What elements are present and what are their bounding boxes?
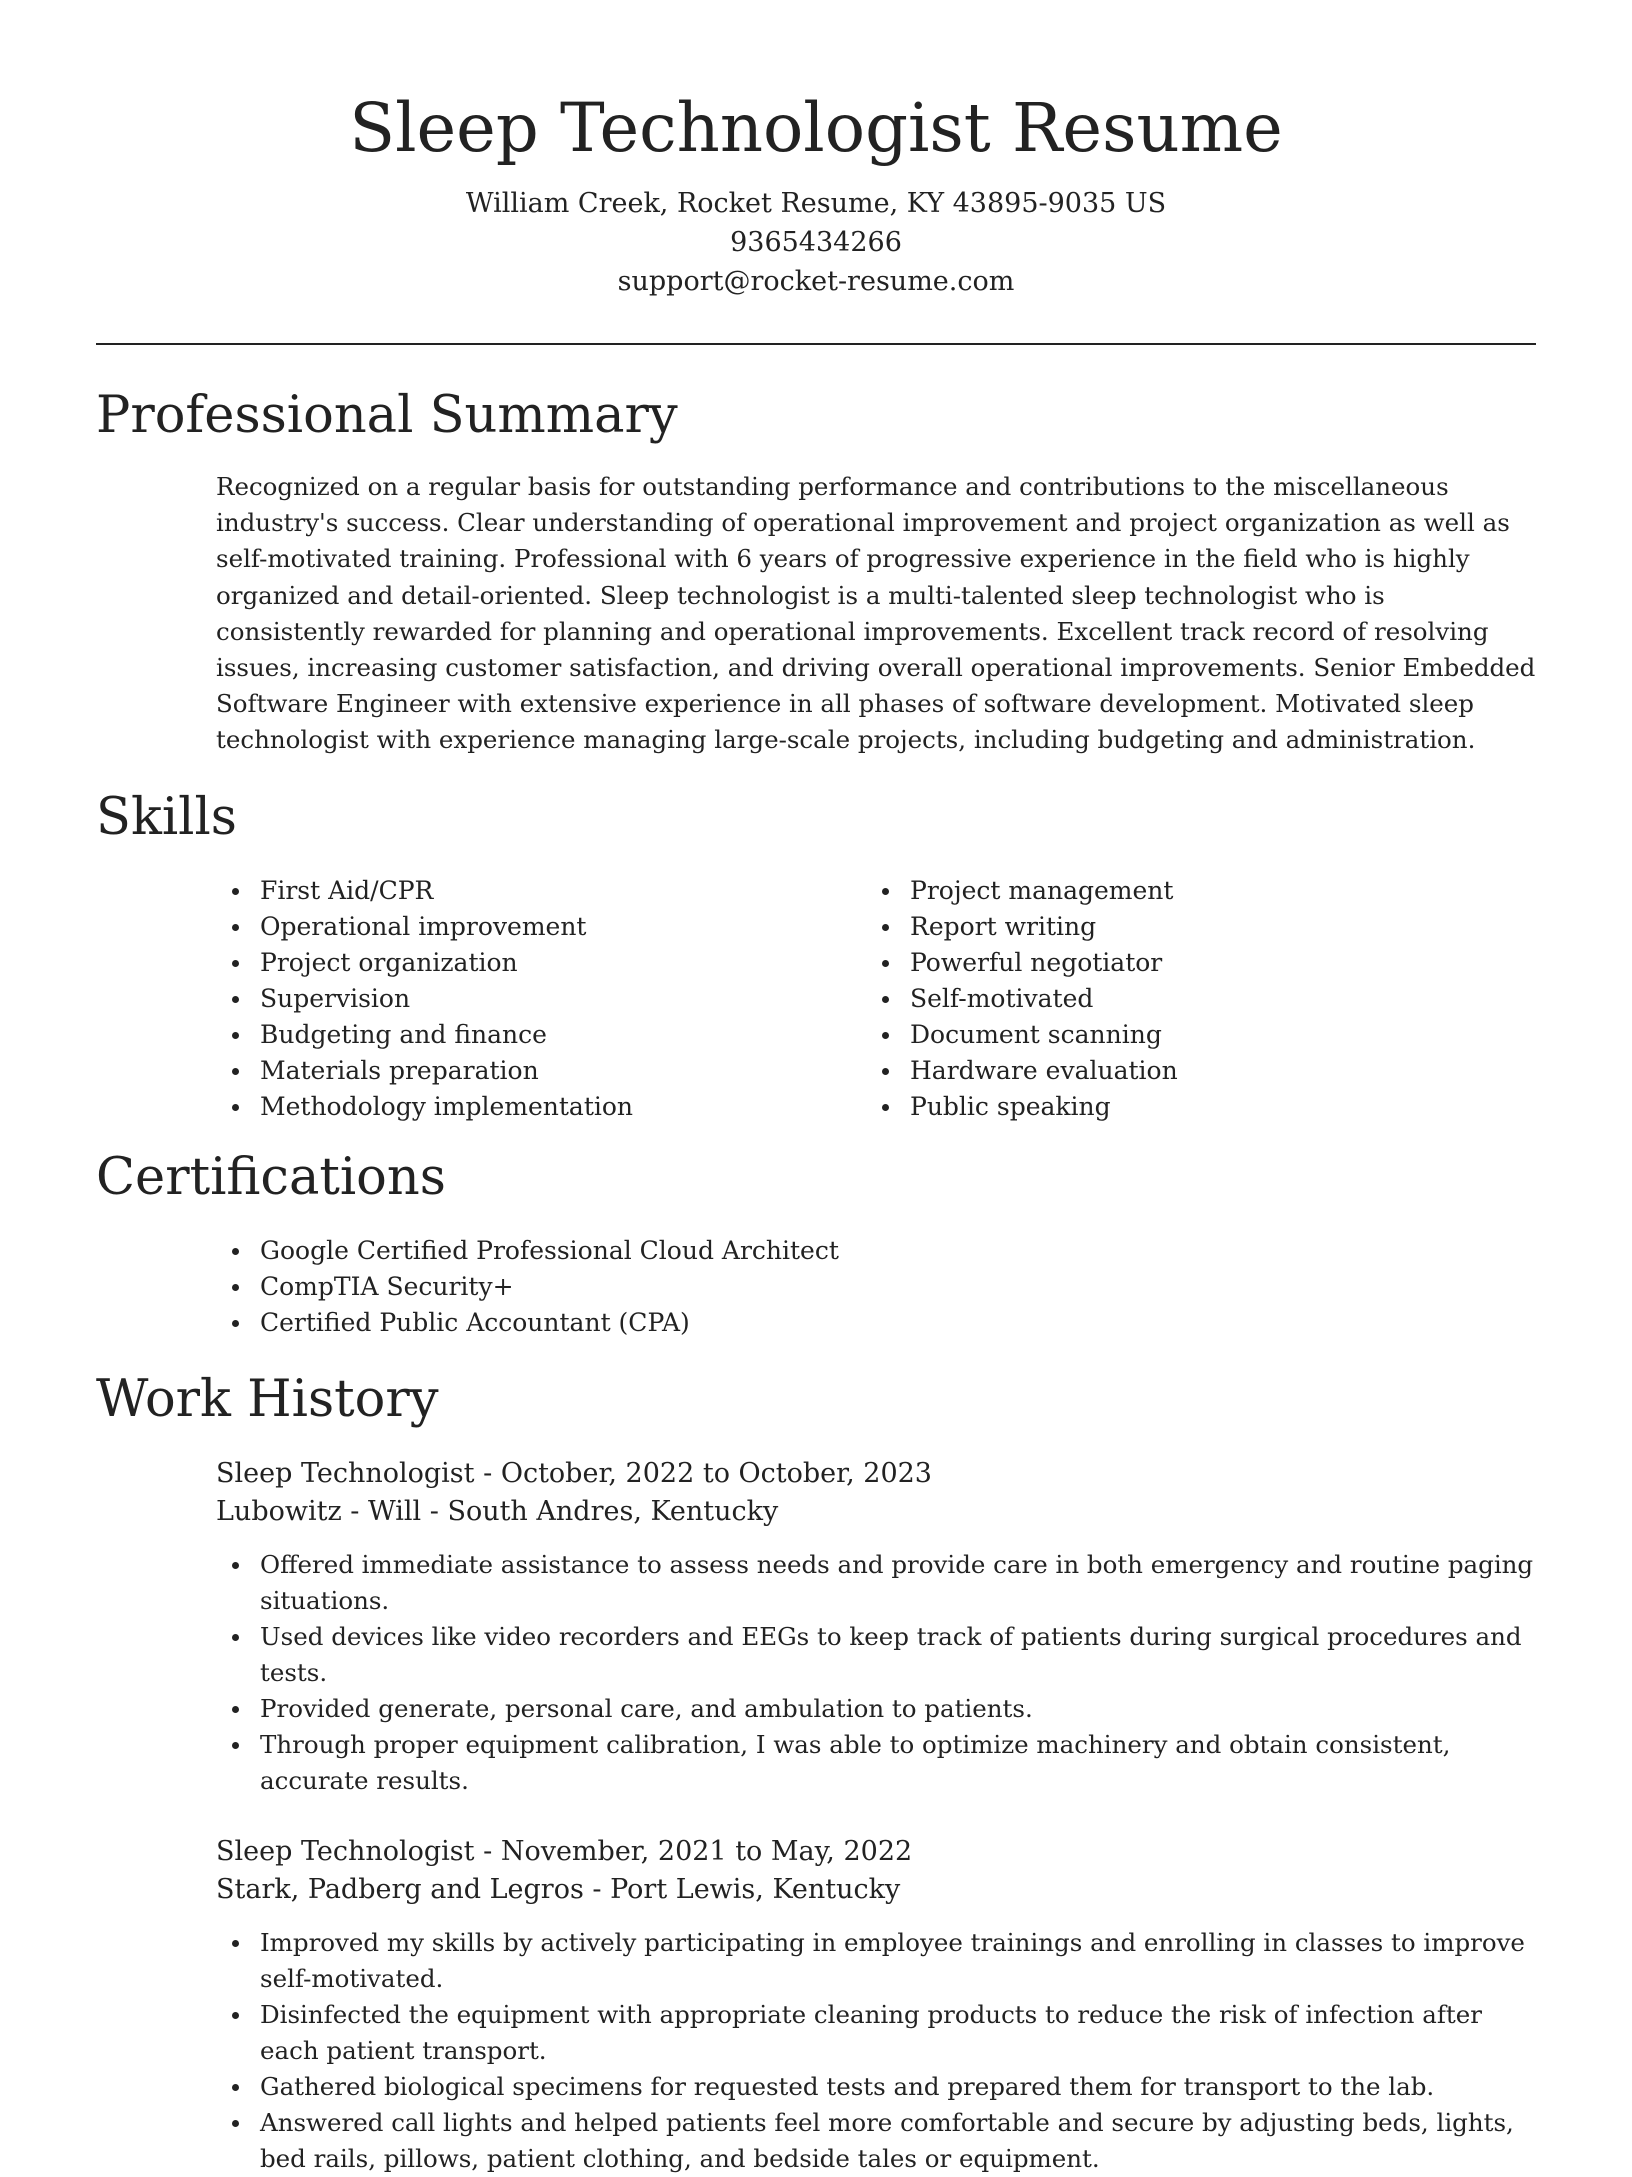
skill-item: First Aid/CPR	[216, 873, 866, 909]
job-company: Stark, Padberg and Legros	[216, 1873, 584, 1905]
duty-item: Improved my skills by actively participating in employee trainings and enrolling in classes to improve self-motivated.	[216, 1925, 1536, 1997]
skill-item: Budgeting and finance	[216, 1017, 866, 1053]
certification-item: Certified Public Accountant (CPA)	[216, 1305, 1536, 1341]
skill-item: Hardware evaluation	[866, 1053, 1516, 1089]
certification-item: Google Certified Professional Cloud Architect	[216, 1233, 1536, 1269]
certifications-list	[216, 1233, 1536, 1341]
job-company-line	[216, 1493, 1536, 1531]
email: support@rocket-resume.com	[617, 266, 1015, 297]
job-location: - South Andres, Kentucky	[421, 1495, 779, 1527]
skills-section	[96, 785, 1536, 1125]
job-dates: - October, 2022 to October, 2023	[474, 1457, 932, 1489]
skill-item: Document scanning	[866, 1017, 1516, 1053]
header-divider	[96, 343, 1536, 345]
skill-item: Operational improvement	[216, 909, 866, 945]
summary-section	[96, 383, 1536, 759]
duty-item: Offered immediate assistance to assess needs and provide care in both emergency and routine paging situations.	[216, 1547, 1536, 1619]
skill-item: Self-motivated	[866, 981, 1516, 1017]
job-entry	[216, 1455, 1536, 1799]
skills-right-list	[866, 873, 1516, 1125]
skill-item: Powerful negotiator	[866, 945, 1516, 981]
resume-title: Sleep Technologist Resume	[349, 89, 1283, 167]
skill-item: Supervision	[216, 981, 866, 1017]
job-company-line	[216, 1871, 1536, 1909]
job-entry	[216, 1833, 1536, 2177]
summary-text: Recognized on a regular basis for outstanding performance and contributions to the miscellaneous industry's success. Clear understanding of operational improvement and project organization as well as self-motivated training. Professional with 6 years of progressive experience in the field who is highly organized and detail-oriented. Sleep technologist is a multi-talented sleep technologist who is consistently rewarded for planning and operational improvements. Excellent track record of resolving issues, increasing customer satisfaction, and driving overall operational improvements. Senior Embedded Software Engineer with extensive experience in all phases of software development. Motivated sleep technologist with experience managing large-scale projects, including budgeting and administration.	[216, 472, 1536, 755]
job-duties-list	[216, 1925, 1536, 2177]
job-title-line	[216, 1455, 1536, 1493]
skill-item: Materials preparation	[216, 1053, 866, 1089]
job-company: Lubowitz - Will	[216, 1495, 422, 1527]
skill-item: Project organization	[216, 945, 866, 981]
skills-columns	[216, 873, 1536, 1125]
resume-page	[96, 0, 1536, 2177]
duty-item: Answered call lights and helped patients feel more comfortable and secure by adjusting beds, lights, bed rails, pillows, patient clothing, and bedside tales or equipment.	[216, 2105, 1536, 2177]
job-title-line	[216, 1833, 1536, 1871]
certifications-section	[96, 1145, 1536, 1341]
skills-left-list	[216, 873, 866, 1125]
job-duties-list	[216, 1547, 1536, 1799]
job-location: - Port Lewis, Kentucky	[583, 1873, 901, 1905]
skills-heading: Skills	[96, 787, 237, 847]
skill-item: Project management	[866, 873, 1516, 909]
duty-item: Provided generate, personal care, and ambulation to patients.	[216, 1691, 1536, 1727]
duty-item: Gathered biological specimens for requested tests and prepared them for transport to the lab.	[216, 2069, 1536, 2105]
work-history-heading: Work History	[96, 1369, 439, 1429]
skill-item: Methodology implementation	[216, 1089, 866, 1125]
job-dates: - November, 2021 to May, 2022	[474, 1835, 913, 1867]
phone: 9365434266	[730, 227, 902, 258]
address: William Creek, Rocket Resume, KY 43895-9035 US	[465, 188, 1167, 219]
duty-item: Through proper equipment calibration, I was able to optimize machinery and obtain consistent, accurate results.	[216, 1727, 1536, 1799]
skill-item: Report writing	[866, 909, 1516, 945]
job-title: Sleep Technologist	[216, 1457, 475, 1489]
summary-heading: Professional Summary	[96, 386, 678, 445]
skill-item: Public speaking	[866, 1089, 1516, 1125]
duty-item: Disinfected the equipment with appropriate cleaning products to reduce the risk of infection after each patient transport.	[216, 1997, 1536, 2069]
resume-header	[96, 0, 1536, 345]
contact-block	[96, 184, 1536, 301]
job-title: Sleep Technologist	[216, 1835, 475, 1867]
certification-item: CompTIA Security+	[216, 1269, 1536, 1305]
certifications-heading: Certifications	[96, 1147, 446, 1207]
work-history-section	[96, 1367, 1536, 2177]
duty-item: Used devices like video recorders and EEGs to keep track of patients during surgical procedures and tests.	[216, 1619, 1536, 1691]
